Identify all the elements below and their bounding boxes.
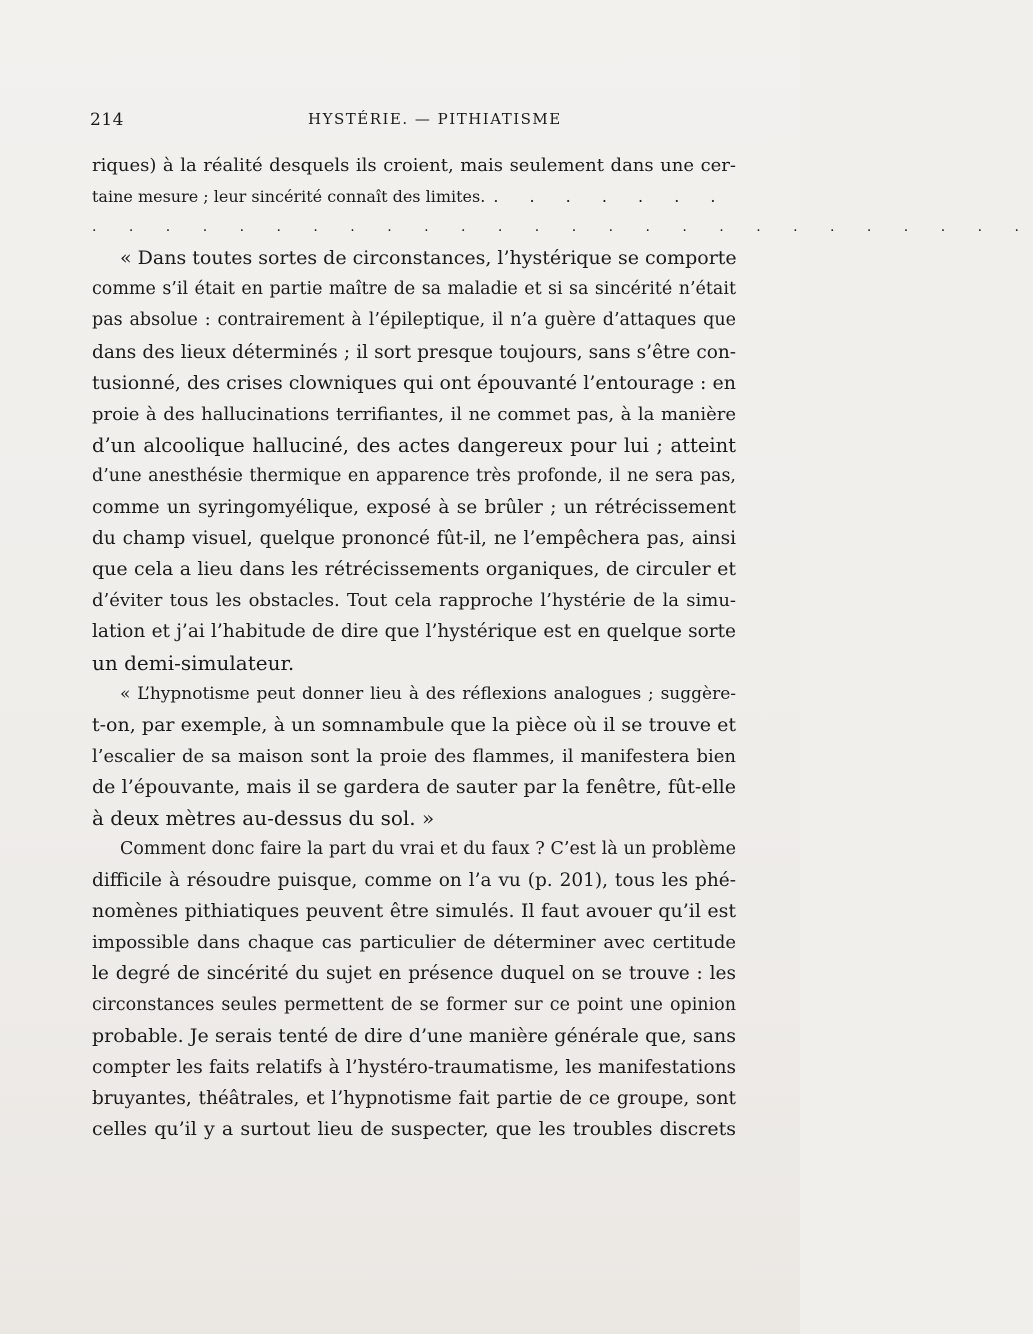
- paragraph-end-line: à deux mètres au-dessus du sol. »: [92, 805, 435, 830]
- text-line: difficile à résoudre puisque, comme on l’a vu (p. 201), tous les phé-: [92, 870, 736, 892]
- paragraph-start-line: « L’hypnotisme peut donner lieu à des réflexions analogues ; suggère-: [120, 683, 736, 704]
- ellipsis-line: . . . . . . . . . . . . . . . . . . . . . . . . . .: [92, 219, 1033, 236]
- running-header: [90, 110, 750, 138]
- text-line-content: taine mesure ; leur sincérité connaît des limites.: [92, 187, 486, 207]
- text-line: bruyantes, théâtrales, et l’hypnotisme fait partie de ce groupe, sont: [92, 1087, 736, 1109]
- running-title: HYSTÉRIE. — PITHIATISME: [308, 110, 562, 128]
- body-text: [92, 150, 1033, 1145]
- text-line: proie à des hallucinations terrifiantes, il ne commet pas, à la manière: [92, 403, 736, 425]
- text-line: d’un alcoolique halluciné, des actes dangereux pour lui ; atteint: [92, 433, 736, 457]
- text-line: compter les faits relatifs à l’hystéro-traumatisme, les manifestations: [92, 1056, 736, 1078]
- text-line: comme s’il était en partie maître de sa maladie et si sa sincérité n’était: [92, 279, 736, 300]
- text-line: impossible dans chaque cas particulier de déterminer avec certitude: [92, 932, 736, 954]
- text-line: pas absolue : contrairement à l’épileptique, il n’a guère d’attaques que: [92, 310, 736, 331]
- text-line: dans des lieux déterminés ; il sort presque toujours, sans s’être con-: [92, 341, 736, 363]
- text-line: riques) à la réalité desquels ils croient, mais seulement dans une cer-: [92, 155, 736, 176]
- text-line: le degré de sincérité du sujet en présence duquel on se trouve : les: [92, 963, 736, 985]
- text-line: t-on, par exemple, à un somnambule que la pièce où il se trouve et: [92, 713, 736, 736]
- page-number: 214: [90, 110, 124, 130]
- text-line: celles qu’il y a surtout lieu de suspecter, que les troubles discrets: [92, 1117, 736, 1140]
- text-line: lation et j’ai l’habitude de dire que l’hystérique est en quelque sorte: [92, 621, 736, 643]
- text-line: nomènes pithiatiques peuvent être simulés. Il faut avouer qu’il est: [92, 900, 736, 923]
- text-line: circonstances seules permettent de se former sur ce point une opinion: [92, 994, 736, 1015]
- text-line: de l’épouvante, mais il se gardera de sauter par la fenêtre, fût-elle: [92, 775, 736, 798]
- text-line: d’une anesthésie thermique en apparence très profonde, il ne sera pas,: [92, 465, 736, 486]
- paragraph-start-line: « Dans toutes sortes de circonstances, l’hystérique se comporte: [120, 247, 737, 270]
- dot-leader: . . . . . . .: [493, 187, 729, 207]
- text-line: du champ visuel, quelque prononcé fût-il, ne l’empêchera pas, ainsi: [92, 528, 736, 550]
- text-line: comme un syringomyélique, exposé à se brûler ; un rétrécissement: [92, 497, 736, 519]
- text-line: l’escalier de sa maison sont la proie des flammes, il manifestera bien: [92, 745, 736, 767]
- text-line: probable. Je serais tenté de dire d’une manière générale que, sans: [92, 1024, 736, 1047]
- text-line: tusionné, des crises clowniques qui ont épouvanté l’entourage : en: [92, 371, 736, 394]
- text-line: d’éviter tous les obstacles. Tout cela rapproche l’hystérie de la simu-: [92, 590, 736, 612]
- paragraph-end-line: un demi-simulateur.: [92, 650, 295, 675]
- text-line: que cela a lieu dans les rétrécissements organiques, de circuler et: [92, 558, 736, 581]
- text-line: [92, 181, 736, 212]
- paragraph-start-line: Comment donc faire la part du vrai et du faux ? C’est là un problème: [120, 839, 736, 860]
